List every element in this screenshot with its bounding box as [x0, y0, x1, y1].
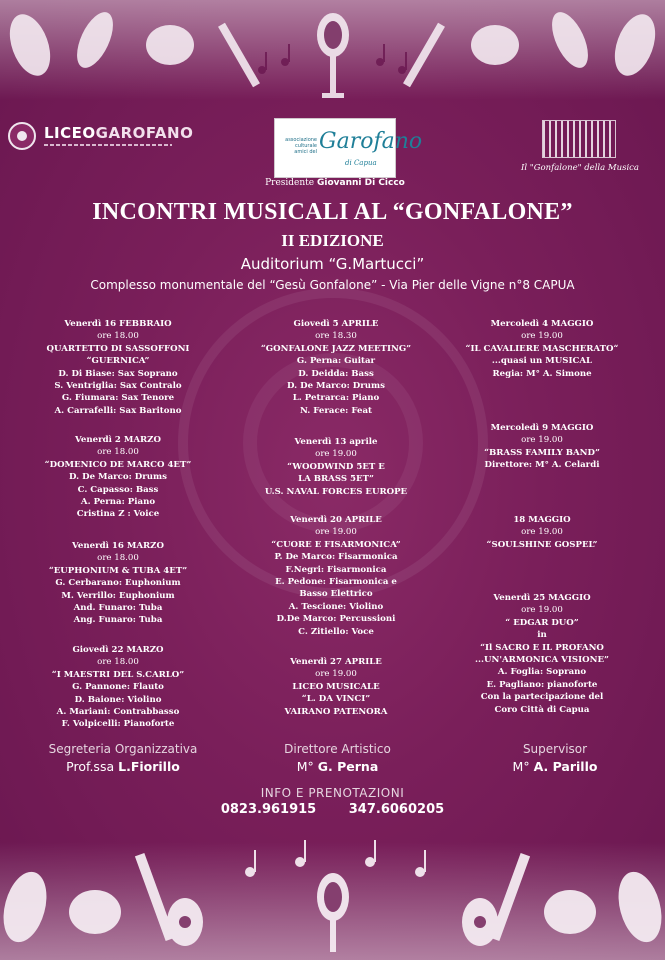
association-city: di Capua [345, 159, 377, 167]
association-label: associazione culturale amici del [285, 137, 317, 155]
event-date: Venerdì 25 MAGGIO [493, 593, 591, 603]
event-line: “EUPHONIUM & TUBA 4ET” [48, 565, 188, 576]
event-date: Mercoledì 4 MAGGIO [490, 319, 594, 329]
event-date: Venerdì 13 aprile [294, 437, 378, 447]
event-line: “ EDGAR DUO” [505, 617, 579, 628]
event-line: A. Foglia: Soprano [497, 667, 587, 678]
event-time: ore 18.00 [97, 331, 139, 342]
event-line: Coro Città di Capua [494, 704, 590, 715]
event-line: “BRASS FAMILY BAND” [484, 447, 600, 458]
event-line: C. Capasso: Bass [77, 484, 159, 495]
event-time: ore 18.30 [315, 331, 357, 342]
event-line: in [537, 630, 547, 641]
event-time: ore 19.00 [315, 449, 357, 460]
event-22-marzo [28, 644, 208, 731]
event-line: F. Volpicelli: Pianoforte [61, 719, 175, 730]
school-emblem-icon [8, 122, 36, 150]
event-date: Venerdì 16 MARZO [72, 541, 164, 551]
event-line: QUARTETTO DI SASSOFFONI [46, 343, 190, 354]
event-date: Giovedì 22 MARZO [72, 645, 164, 655]
event-date: Venerdì 16 FEBBRAIO [64, 319, 172, 329]
edition-label: II EDIZIONE [281, 231, 384, 250]
event-line: G. Fiumara: Sax Tenore [61, 393, 175, 404]
event-line: Con la partecipazione del [480, 692, 604, 703]
event-line: D. Baione: Violino [74, 694, 162, 705]
event-line: G. Cerbarano: Euphonium [55, 578, 181, 589]
credit-role: Supervisor [522, 742, 588, 756]
event-line: A. Perna: Piano [80, 497, 156, 508]
gonfalone-caption: Il "Gonfalone" della Musica [521, 163, 639, 173]
event-line: “IL CAVALIERE MASCHERATO“ [465, 343, 619, 354]
event-time: ore 18.00 [97, 657, 139, 668]
event-line: “L. DA VINCI” [301, 694, 371, 705]
event-line: A. Mariani: Contrabbasso [56, 707, 180, 718]
event-line: ...UN'ARMONICA VISIONE” [475, 655, 609, 666]
amici-del-garofano-logo [274, 118, 423, 178]
logo-tagline-rule [44, 144, 172, 146]
liceo-garofano-name: LICEOGAROFANO [44, 124, 194, 142]
phone-1: 0823.961915 [220, 802, 317, 817]
event-line: D. Deidda: Bass [298, 368, 374, 379]
phone-2: 347.6060205 [348, 802, 445, 817]
bottom-instruments-banner [0, 812, 665, 960]
event-line: And. Funaro: Tuba [73, 603, 163, 614]
event-line: Cristina Z : Voice [76, 509, 160, 520]
event-line: Basso Elettrico [299, 589, 373, 600]
event-line: D. De Marco: Drums [69, 472, 167, 483]
event-line: A. Tescione: Violino [288, 601, 384, 612]
page-title: INCONTRI MUSICALI AL “GONFALONE” [92, 199, 573, 225]
event-line: C. Zitiello: Voce [298, 626, 374, 637]
event-date: 18 MAGGIO [513, 515, 571, 525]
director-credit [250, 742, 425, 774]
association-script-name: Garofano [319, 129, 423, 154]
event-time: ore 19.00 [521, 605, 563, 616]
event-4-maggio [452, 318, 632, 380]
event-18-maggio [452, 514, 632, 551]
event-line: Regia: M° A. Simone [492, 368, 592, 379]
event-line: D. De Marco: Drums [287, 381, 385, 392]
credit-role: Direttore Artistico [284, 742, 391, 756]
event-date: Venerdì 27 APRILE [290, 657, 382, 667]
event-time: ore 19.00 [315, 669, 357, 680]
event-line: S. Ventriglia: Sax Contralo [54, 381, 182, 392]
event-9-maggio [452, 422, 632, 472]
event-line: Ang. Funaro: Tuba [73, 615, 163, 626]
event-line: G. Perna: Guitar [296, 356, 376, 367]
event-line: N. Ferace: Feat [300, 405, 372, 416]
event-line: G. Pannone: Flauto [72, 682, 164, 693]
event-5-aprile [256, 318, 416, 417]
event-line: U.S. NAVAL FORCES EUROPE [264, 486, 408, 497]
president-line: Presidente Giovanni Di Cicco [265, 178, 405, 188]
event-line: “DOMENICO DE MARCO 4ET” [44, 459, 192, 470]
supervisor-credit [490, 742, 620, 774]
event-line: “GONFALONE JAZZ MEETING” [260, 343, 412, 354]
event-line: P. De Marco: Fisarmonica [274, 552, 398, 563]
event-line: “Il SACRO E IL PROFANO [480, 642, 604, 653]
credit-person: M° G. Perna [296, 759, 379, 774]
event-line: F.Negri: Fisarmonica [285, 564, 387, 575]
event-16-febbraio [28, 318, 208, 417]
event-date: Mercoledì 9 MAGGIO [490, 423, 594, 433]
info-title: INFO E PRENOTAZIONI [260, 786, 405, 800]
secretary-credit [28, 742, 218, 774]
venue-address: Complesso monumentale del “Gesù Gonfalone” - Via Pier delle Vigne n°8 CAPUA [90, 278, 575, 292]
event-20-aprile [256, 514, 416, 638]
event-line: “WOODWIND 5ET E [287, 461, 385, 472]
liceo-garofano-logo [8, 120, 194, 154]
credits-row [0, 742, 665, 782]
event-line: “GUERNICA” [86, 356, 150, 367]
event-13-aprile [256, 436, 416, 498]
event-line: M. Verrillo: Euphonium [61, 590, 175, 601]
event-line: LA BRASS 5ET” [298, 474, 374, 485]
event-line: “SOULSHINE GOSPEL” [486, 539, 598, 550]
event-time: ore 19.00 [521, 435, 563, 446]
event-date: Giovedì 5 APRILE [293, 319, 379, 329]
event-time: ore 19.00 [521, 331, 563, 342]
event-line: E. Pagliano: pianoforte [486, 679, 598, 690]
event-date: Venerdì 2 MARZO [75, 435, 161, 445]
venue-name: Auditorium “G.Martucci” [240, 255, 425, 273]
gonfalone-emblem-icon [542, 120, 616, 158]
credit-role: Segreteria Organizzativa [48, 742, 198, 756]
event-2-marzo [28, 434, 208, 521]
event-time: ore 19.00 [521, 527, 563, 538]
event-line: ...quasi un MUSICAL [491, 356, 593, 367]
event-time: ore 18.00 [97, 447, 139, 458]
event-line: “I MAESTRI DEL S.CARLO” [51, 669, 185, 680]
top-instruments-banner [0, 0, 665, 120]
event-25-maggio [452, 592, 632, 716]
event-time: ore 19.00 [315, 527, 357, 538]
gonfalone-logo [505, 120, 655, 180]
credit-person: Prof.ssa L.Fiorillo [66, 759, 180, 774]
event-line: D. Di Biase: Sax Soprano [58, 368, 178, 379]
event-line: E. Pedone: Fisarmonica e [275, 577, 397, 588]
event-line: VAIRANO PATENORA [284, 706, 388, 717]
event-27-aprile [256, 656, 416, 718]
event-line: L. Petrarca: Piano [292, 393, 380, 404]
event-time: ore 18.00 [97, 553, 139, 564]
event-line: LICEO MUSICALE [292, 681, 380, 692]
event-date: Venerdì 20 APRILE [290, 515, 382, 525]
event-line: A. Carrafelli: Sax Baritono [54, 405, 182, 416]
event-16-marzo [28, 540, 208, 627]
event-line: D.De Marco: Percussioni [276, 614, 396, 625]
event-line: Direttore: M° A. Celardi [484, 460, 600, 471]
credit-person: M° A. Parillo [512, 759, 598, 774]
event-line: “CUORE E FISARMONICA” [271, 539, 401, 550]
